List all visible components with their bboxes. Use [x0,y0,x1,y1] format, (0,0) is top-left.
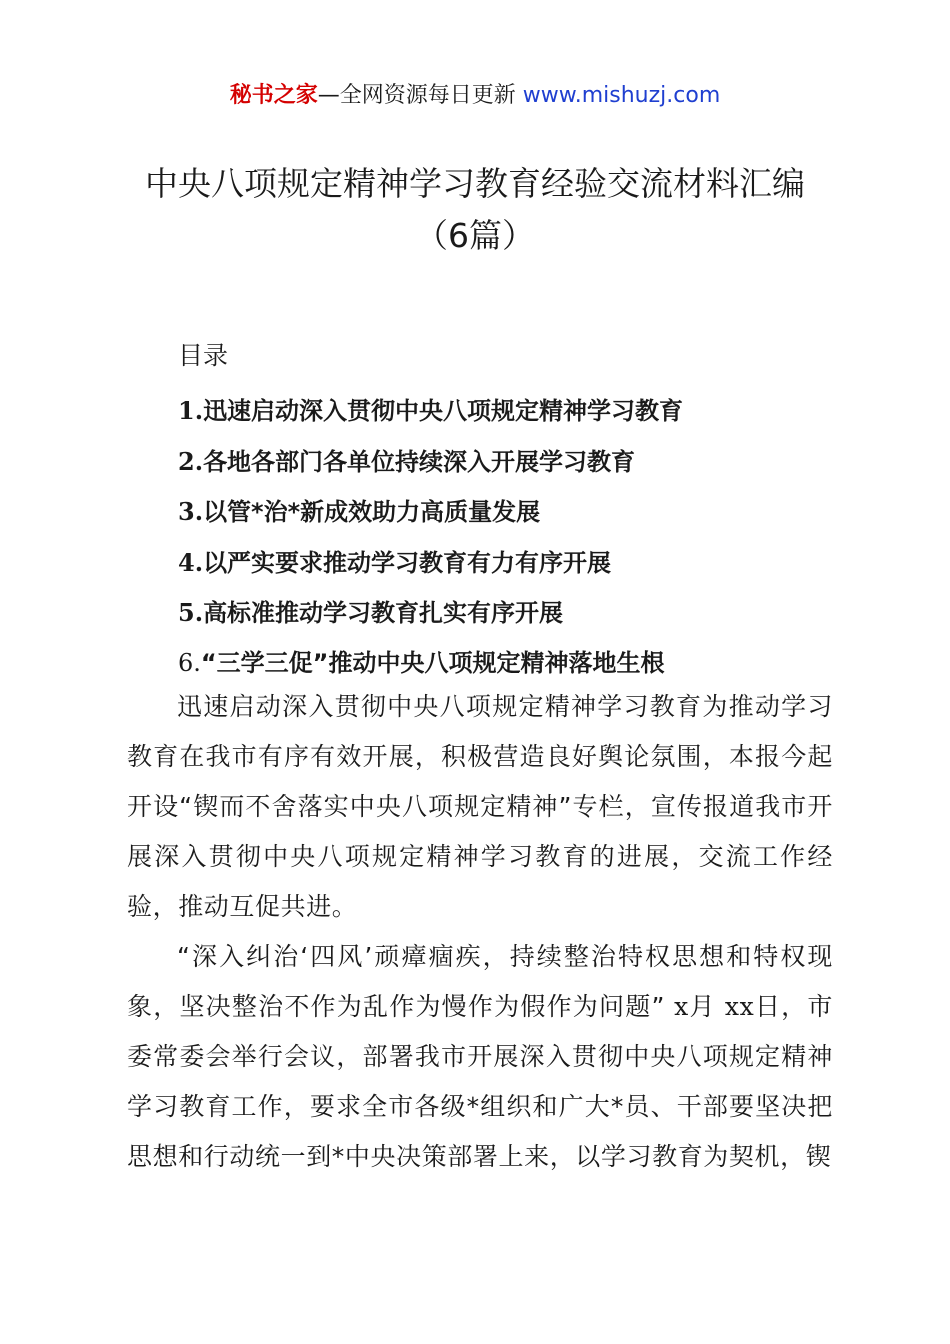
document-title [0,158,950,262]
toc-item-5[interactable] [178,588,858,639]
toc-heading: 目录 [178,341,229,370]
site-url-link[interactable]: www.mishuzj.com [522,83,721,108]
toc-item-number: 6. [178,648,201,677]
paragraph-2-quote: “深入纠治‘四风’顽瘴痼疾，持续整治特权思想和特权现象，坚决整治不作为乱作为慢作为假作为问题” [127,942,833,1021]
toc-item-2[interactable] [178,437,858,488]
toc-item-text: 高标准推动学习教育扎实有序开展 [203,599,564,628]
toc-item-text: 各地各部门各单位持续深入开展学习教育 [203,447,636,476]
date-month-placeholder: x [665,992,689,1021]
date-month-label: 月 [688,992,716,1021]
toc-item-number: 4. [178,547,204,577]
toc-item-1[interactable] [178,386,858,437]
toc-item-number: 5. [178,598,204,628]
document-body [127,682,833,1182]
paragraph-2-rest: 日，市委常委会举行会议，部署我市开展深入贯彻中央八项规定精神学习教育工作，要求全市各级*组织和广大*员、干部要坚决把思想和行动统一到*中央决策部署上来，以学习教育为契机，锲 [127,992,833,1171]
toc-item-text: 以管*治*新成效助力高质量发展 [203,498,541,527]
site-header [0,80,950,112]
toc-item-number: 3. [178,497,204,527]
toc-item-number: 1. [178,396,204,425]
date-day-placeholder: xx [715,992,755,1021]
toc-item-text: “三学三促”推动中央八项规定精神落地生根 [200,648,665,677]
title-line-2: （6篇） [415,216,535,255]
toc-item-number: 2. [178,446,204,476]
site-brand: 秘书之家 [229,83,318,108]
toc-item-text: 以严实要求推动学习教育有力有序开展 [203,548,612,577]
body-paragraph-2 [127,932,833,1182]
toc-item-text: 迅速启动深入贯彻中央八项规定精神学习教育 [203,397,684,425]
site-tagline: —全网资源每日更新 [317,83,523,108]
toc-item-4[interactable] [178,538,858,589]
title-line-1: 中央八项规定精神学习教育经验交流材料汇编 [145,164,805,203]
body-paragraph-1: 迅速启动深入贯彻中央八项规定精神学习教育为推动学习教育在我市有序有效开展，积极营造良好舆论氛围，本报今起开设“锲而不舍落实中央八项规定精神”专栏，宣传报道我市开展深入贯彻中央八项规定精神学习教育的进展，交流工作经验，推动互促共进。 [127,692,833,921]
table-of-contents [178,386,858,689]
toc-item-3[interactable] [178,487,858,538]
